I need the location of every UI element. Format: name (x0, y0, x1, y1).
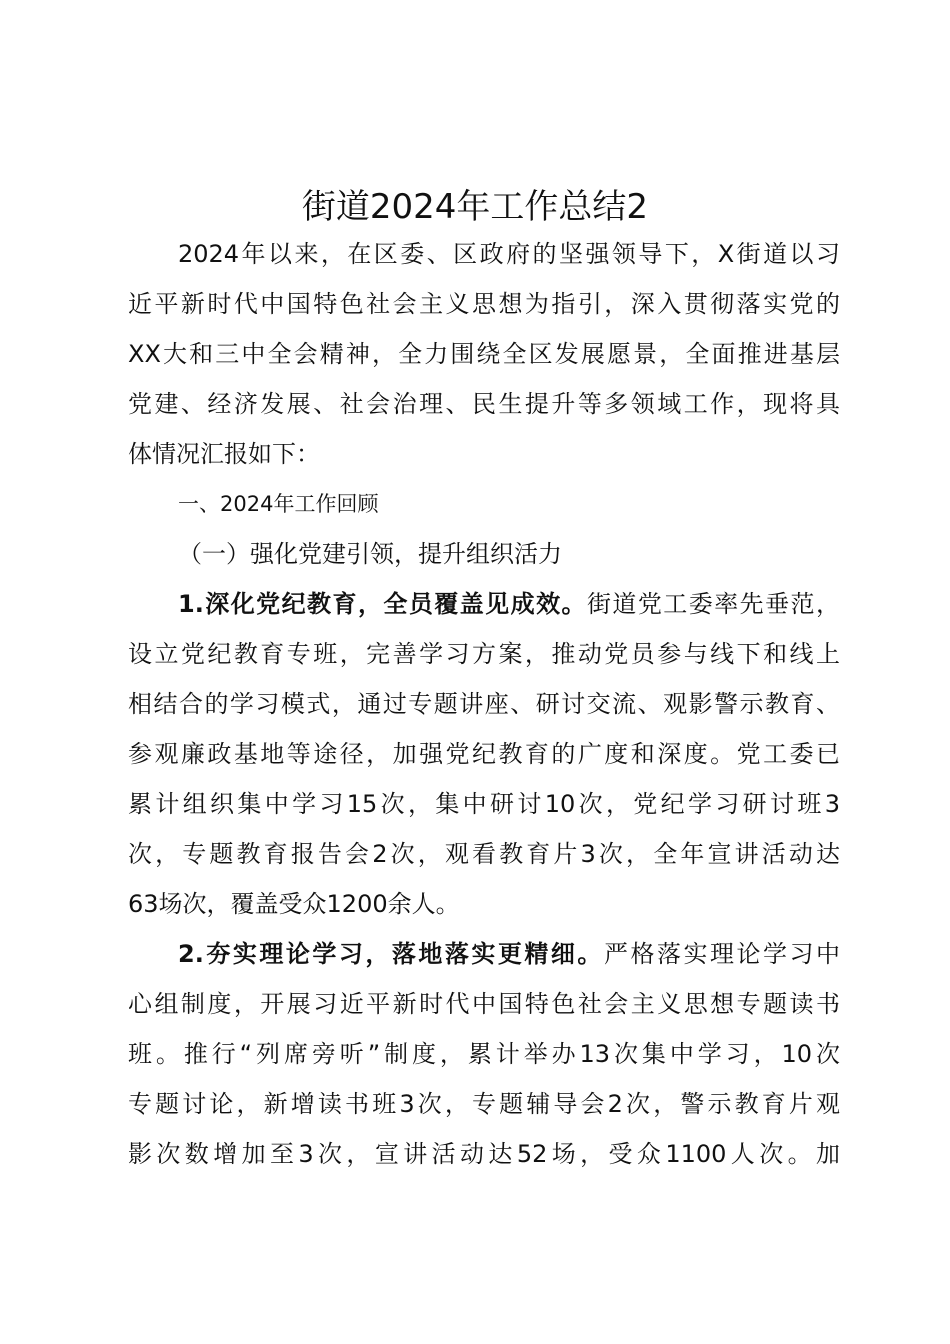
intro-line-2: 近平新时代中国特色社会主义思想为指引，深入贯彻落实党的 (128, 290, 840, 318)
item-1-lead: 1.深化党纪教育，全员覆盖见成效。 (178, 590, 587, 618)
subsection-heading: （一）强化党建引领，提升组织活力 (178, 540, 562, 568)
item-1-line-3: 相结合的学习模式，通过专题讲座、研讨交流、观影警示教育、 (128, 690, 840, 718)
item-1-lead-rest: 街道党工委率先垂范， (586, 590, 840, 618)
item-2-line-5: 影次数增加至3次，宣讲活动达52场，受众1100人次。加 (128, 1140, 840, 1168)
item-2-line-3: 班。推行“列席旁听”制度，累计举办13次集中学习，10次 (128, 1040, 840, 1068)
section-heading: 一、2024年工作回顾 (178, 492, 379, 516)
intro-line-1: 2024年以来，在区委、区政府的坚强领导下，X街道以习 (178, 240, 840, 268)
item-1-line-4: 参观廉政基地等途径，加强党纪教育的广度和深度。党工委已 (128, 740, 840, 768)
intro-line-3: XX大和三中全会精神，全力围绕全区发展愿景，全面推进基层 (128, 340, 840, 368)
item-1-line-1 (178, 584, 840, 624)
item-2-lead-rest: 严格落实理论学习中 (603, 940, 840, 968)
item-2-lead: 2.夯实理论学习，落地落实更精细。 (178, 940, 604, 968)
document-title: 街道2024年工作总结2 (301, 187, 649, 227)
item-1-line-5: 累计组织集中学习15次，集中研讨10次，党纪学习研讨班3 (128, 790, 840, 818)
item-1-line-6: 次，专题教育报告会2次，观看教育片3次，全年宣讲活动达 (128, 840, 840, 868)
intro-line-4: 党建、经济发展、社会治理、民生提升等多领域工作，现将具 (128, 390, 840, 418)
item-2-line-2: 心组制度，开展习近平新时代中国特色社会主义思想专题读书 (128, 990, 840, 1018)
intro-line-5: 体情况汇报如下： (128, 440, 320, 468)
item-1-line-7: 63场次，覆盖受众1200余人。 (128, 890, 460, 918)
item-2-line-1 (178, 934, 840, 974)
item-2-line-4: 专题讨论，新增读书班3次，专题辅导会2次，警示教育片观 (128, 1090, 840, 1118)
item-1-line-2: 设立党纪教育专班，完善学习方案，推动党员参与线下和线上 (128, 640, 840, 668)
